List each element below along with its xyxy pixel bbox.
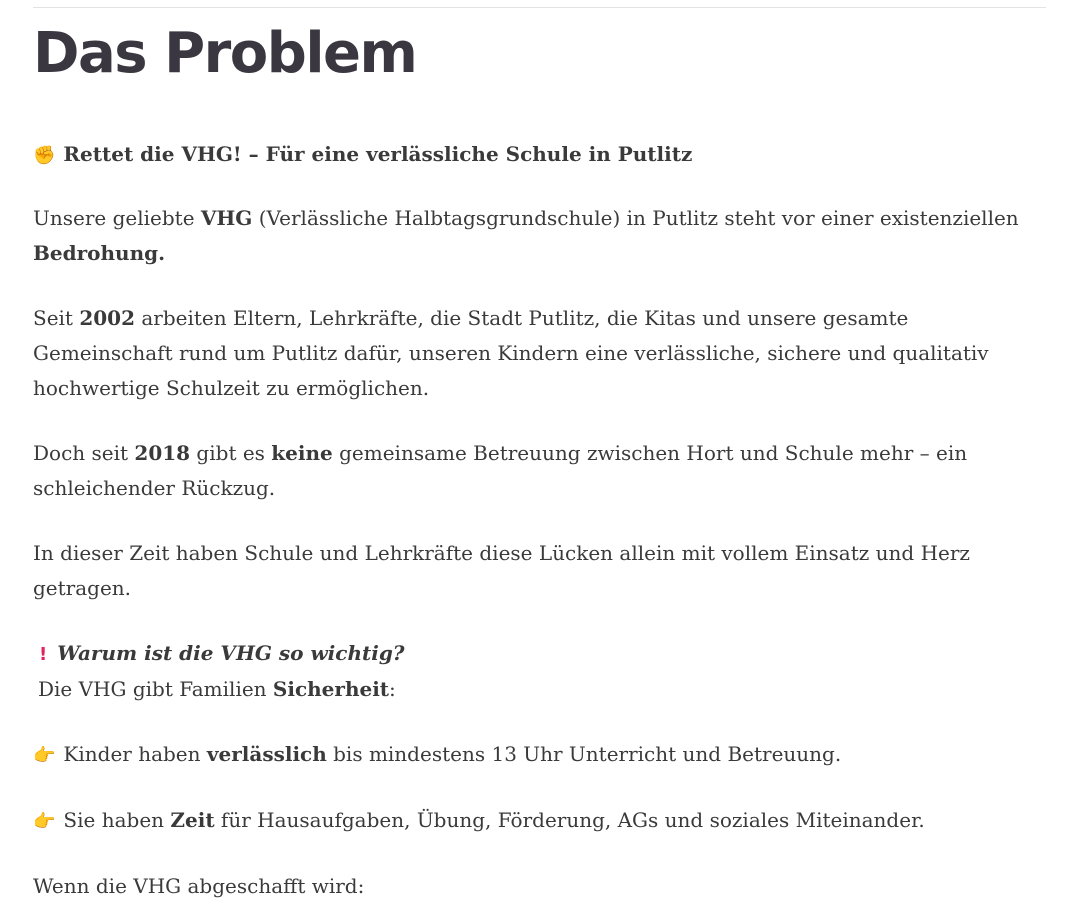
exclamation-icon: ! (39, 644, 48, 665)
list-item (33, 737, 1053, 773)
bold-run: VHG (200, 206, 253, 230)
text-run: Kinder haben (63, 742, 207, 766)
intro-text: Rettet die VHG! – Für eine verlässliche Schule in Putlitz (63, 142, 693, 166)
paragraph-school-efforts: In dieser Zeit haben Schule und Lehrkräfte diese Lücken allein mit vollem Einsatz und Herz getragen. (33, 541, 970, 600)
intro-line (33, 137, 1053, 173)
why-line (33, 677, 396, 701)
text-run: arbeiten Eltern, Lehrkräfte, die Stadt Putlitz, die Kitas und unsere gesamte Gemeinschaft rund um Putlitz dafür, unseren Kindern eine verlässliche, sichere und qualitativ hochwertige Schulzeit zu ermöglichen. (33, 306, 989, 400)
list-item (33, 803, 1053, 839)
article-content (33, 18, 1053, 904)
bold-run: Zeit (170, 808, 215, 832)
text-run: gibt es (190, 441, 272, 465)
text-run: gemeinsame Betreuung zwischen Hort und Schule mehr – ein schleichender Rückzug. (33, 441, 968, 500)
text-run: Die VHG gibt Familien (38, 677, 273, 701)
pointing-hand-icon: 👉 (33, 745, 56, 766)
text-run: Sie haben (63, 808, 171, 832)
bold-run: Bedrohung. (33, 241, 166, 265)
top-divider (33, 7, 1046, 8)
why-section (33, 636, 1053, 707)
bold-run: 2018 (134, 441, 191, 465)
text-run: Unsere geliebte (33, 206, 201, 230)
cutoff-paragraph: Wenn die VHG abgeschafft wird: (33, 874, 365, 898)
page-title: Das Problem (33, 21, 417, 86)
paragraph-since-2018 (33, 436, 1053, 506)
why-title: Warum ist die VHG so wichtig? (57, 641, 405, 665)
paragraph-threat (33, 201, 1053, 271)
raised-fist-icon: ✊ (33, 145, 56, 166)
bold-run: 2002 (79, 306, 135, 330)
pointing-hand-icon: 👉 (33, 811, 56, 832)
text-run: Seit (33, 306, 80, 330)
text-run: Doch seit (33, 441, 135, 465)
text-run: : (389, 677, 396, 701)
text-run: bis mindestens 13 Uhr Unterricht und Betreuung. (326, 742, 842, 766)
bold-run: Sicherheit (272, 677, 390, 701)
text-run: (Verlässliche Halbtagsgrundschule) in Putlitz steht vor einer existenziellen (252, 206, 1019, 230)
bold-run: keine (271, 441, 333, 465)
paragraph-since-2002 (33, 301, 1053, 406)
text-run: für Hausaufgaben, Übung, Förderung, AGs und soziales Miteinander. (214, 808, 925, 832)
bold-run: verlässlich (206, 742, 327, 766)
